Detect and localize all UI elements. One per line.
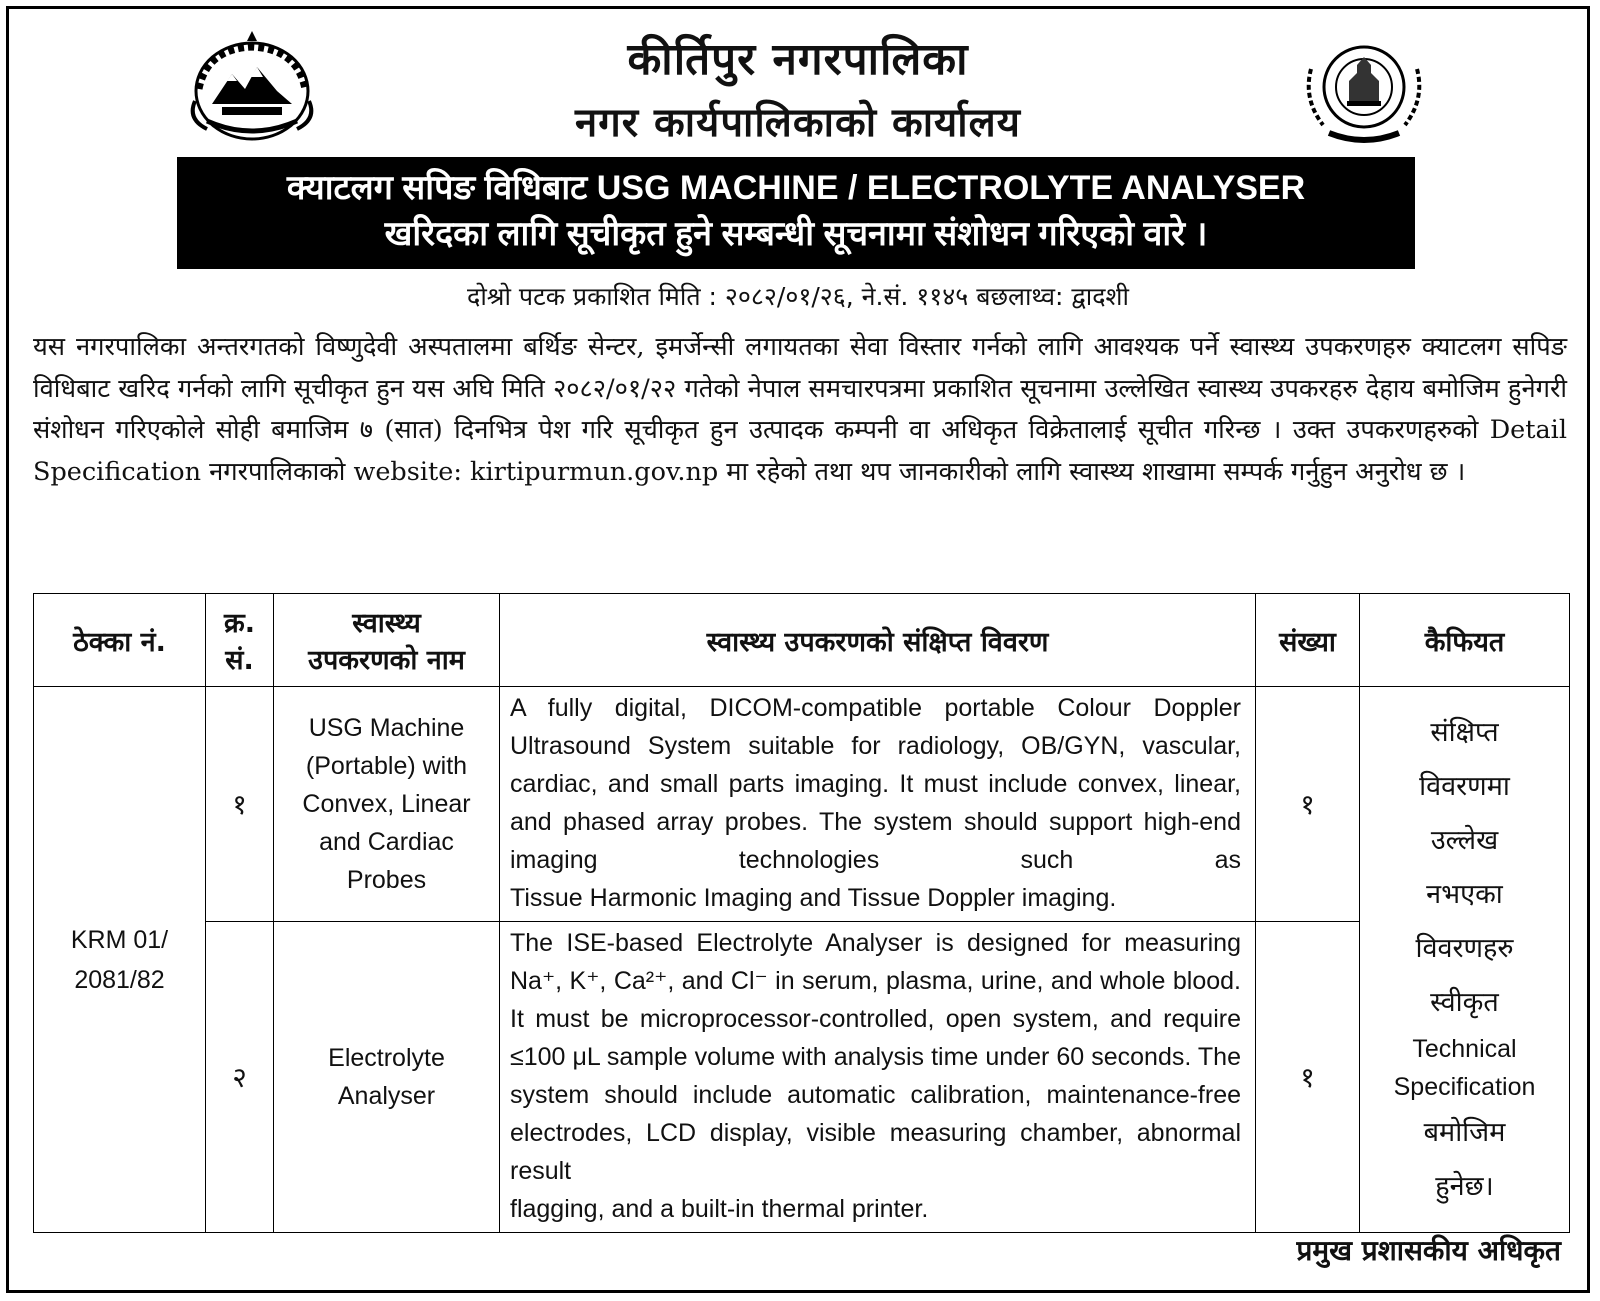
description-last-line: Tissue Harmonic Imaging and Tissue Doppler imaging. bbox=[510, 884, 1117, 912]
remarks-line: विवरणमा bbox=[1419, 770, 1510, 802]
serial-cell: २ bbox=[206, 922, 274, 1233]
header-equipment-name-line2: उपकरणको नाम bbox=[308, 645, 465, 676]
table-row bbox=[34, 922, 1570, 1233]
remarks-line: विवरणहरु bbox=[1415, 932, 1514, 964]
equipment-description-cell bbox=[500, 687, 1256, 922]
serial-cell: १ bbox=[206, 687, 274, 922]
equipment-name-cell: Electrolyte Analyser bbox=[274, 922, 500, 1233]
description-last-line: flagging, and a built-in thermal printer. bbox=[510, 1195, 929, 1223]
header-equipment-name-line1: स्वास्थ्य bbox=[352, 608, 421, 639]
equipment-description-cell bbox=[500, 922, 1256, 1233]
equipment-table bbox=[33, 593, 1570, 1233]
quantity-cell: १ bbox=[1256, 922, 1360, 1233]
notice-page bbox=[6, 6, 1590, 1293]
header-quantity: संख्या bbox=[1256, 594, 1360, 687]
remarks-line: बमोजिम bbox=[1423, 1116, 1506, 1148]
header-serial-line2: सं. bbox=[225, 645, 254, 676]
quantity-cell: १ bbox=[1256, 687, 1360, 922]
remarks-line: नभएका bbox=[1426, 878, 1503, 910]
table-row bbox=[34, 687, 1570, 922]
contract-number-cell: KRM 01/ 2081/82 bbox=[34, 687, 206, 1233]
remarks-line: संक्षिप्त bbox=[1430, 716, 1499, 748]
table-header-row bbox=[34, 594, 1570, 687]
description-text: The ISE-based Electrolyte Analyser is designed for measuring Na⁺, K⁺, Ca²⁺, and Cl⁻ in serum, plasma, urine, and whole blood. It must be microprocessor-controlled, open system, and require ≤100 μL sample volume with analysis time under 60 seconds. The system should include automatic calibration, maintenance-free electrodes, LCD display, visible measuring chamber, abnormal result bbox=[510, 929, 1241, 1185]
header-serial bbox=[206, 594, 274, 687]
org-subtitle: नगर कार्यपालिकाको कार्यालय bbox=[575, 100, 1021, 146]
equipment-name-cell: USG Machine (Portable) with Convex, Linear and Cardiac Probes bbox=[274, 687, 500, 922]
notice-banner bbox=[177, 157, 1415, 269]
publication-date-line: दोश्रो पटक प्रकाशित मिति : २०८२/०१/२६, ने.सं. ११४५ बछलाथ्व: द्वादशी bbox=[467, 282, 1129, 311]
header-remarks: कैफियत bbox=[1360, 594, 1570, 687]
org-title: कीर्तिपुर नगरपालिका bbox=[627, 34, 969, 85]
banner-line-2: खरिदका लागि सूचीकृत हुने सम्बन्धी सूचनामा संशोधन गरिएको वारे । bbox=[384, 215, 1208, 253]
header-serial-line1: क्र. bbox=[224, 608, 255, 639]
remarks-line: Specification bbox=[1393, 1072, 1536, 1101]
header-contract-no: ठेक्का नं. bbox=[34, 594, 206, 687]
header-description: स्वास्थ्य उपकरणको संक्षिप्त विवरण bbox=[500, 594, 1256, 687]
notice-body-paragraph: यस नगरपालिका अन्तरगतको विष्णुदेवी अस्पतालमा बर्थिङ सेन्टर, इमर्जेन्सी लगायतका सेवा विस्तार गर्नको लागि आवश्यक पर्ने स्वास्थ्य उपकरणहरु क्याटलग सपिङ विधिबाट खरिद गर्नको लागि सूचीकृत हुन यस अघि मिति २०८२/०१/२२ गतेको नेपाल समचारपत्रमा प्रकाशित सूचनामा उल्लेखित स्वास्थ्य उपकरहरु देहाय बमोजिम हुनेगरी संशोधन गरिएकोले सोही बमाजिम ७ (सात) दिनभित्र पेश गरि सूचीकृत हुन उत्पादक कम्पनी वा अधिकृत विक्रेतालाई सूचीत गरिन्छ । उक्त उपकरणहरुको Detail Specification नगरपालिकाको website: kirtipurmun.gov.np मा रहेको तथा थप जानकारीको लागि स्वास्थ्य शाखामा सम्पर्क गर्नुहुन अनुरोध छ । bbox=[33, 332, 1567, 487]
banner-line-1: क्याटलग सपिङ विधिबाट USG MACHINE / ELECTROLYTE ANALYSER bbox=[286, 169, 1306, 207]
description-text: A fully digital, DICOM-compatible portable Colour Doppler Ultrasound System suitable for radiology, OB/GYN, vascular, cardiac, and small parts imaging. It must include convex, linear, and phased array probes. The system should support high-end imaging technologies such as bbox=[510, 694, 1241, 874]
remarks-cell bbox=[1360, 687, 1570, 1233]
remarks-line: उल्लेख bbox=[1430, 824, 1499, 856]
remarks-line: स्वीकृत bbox=[1430, 986, 1499, 1018]
signature-title: प्रमुख प्रशासकीय अधिकृत bbox=[1296, 1234, 1561, 1267]
header-equipment-name bbox=[274, 594, 500, 687]
remarks-line: हुनेछ। bbox=[1435, 1170, 1494, 1202]
remarks-line: Technical bbox=[1412, 1034, 1517, 1063]
